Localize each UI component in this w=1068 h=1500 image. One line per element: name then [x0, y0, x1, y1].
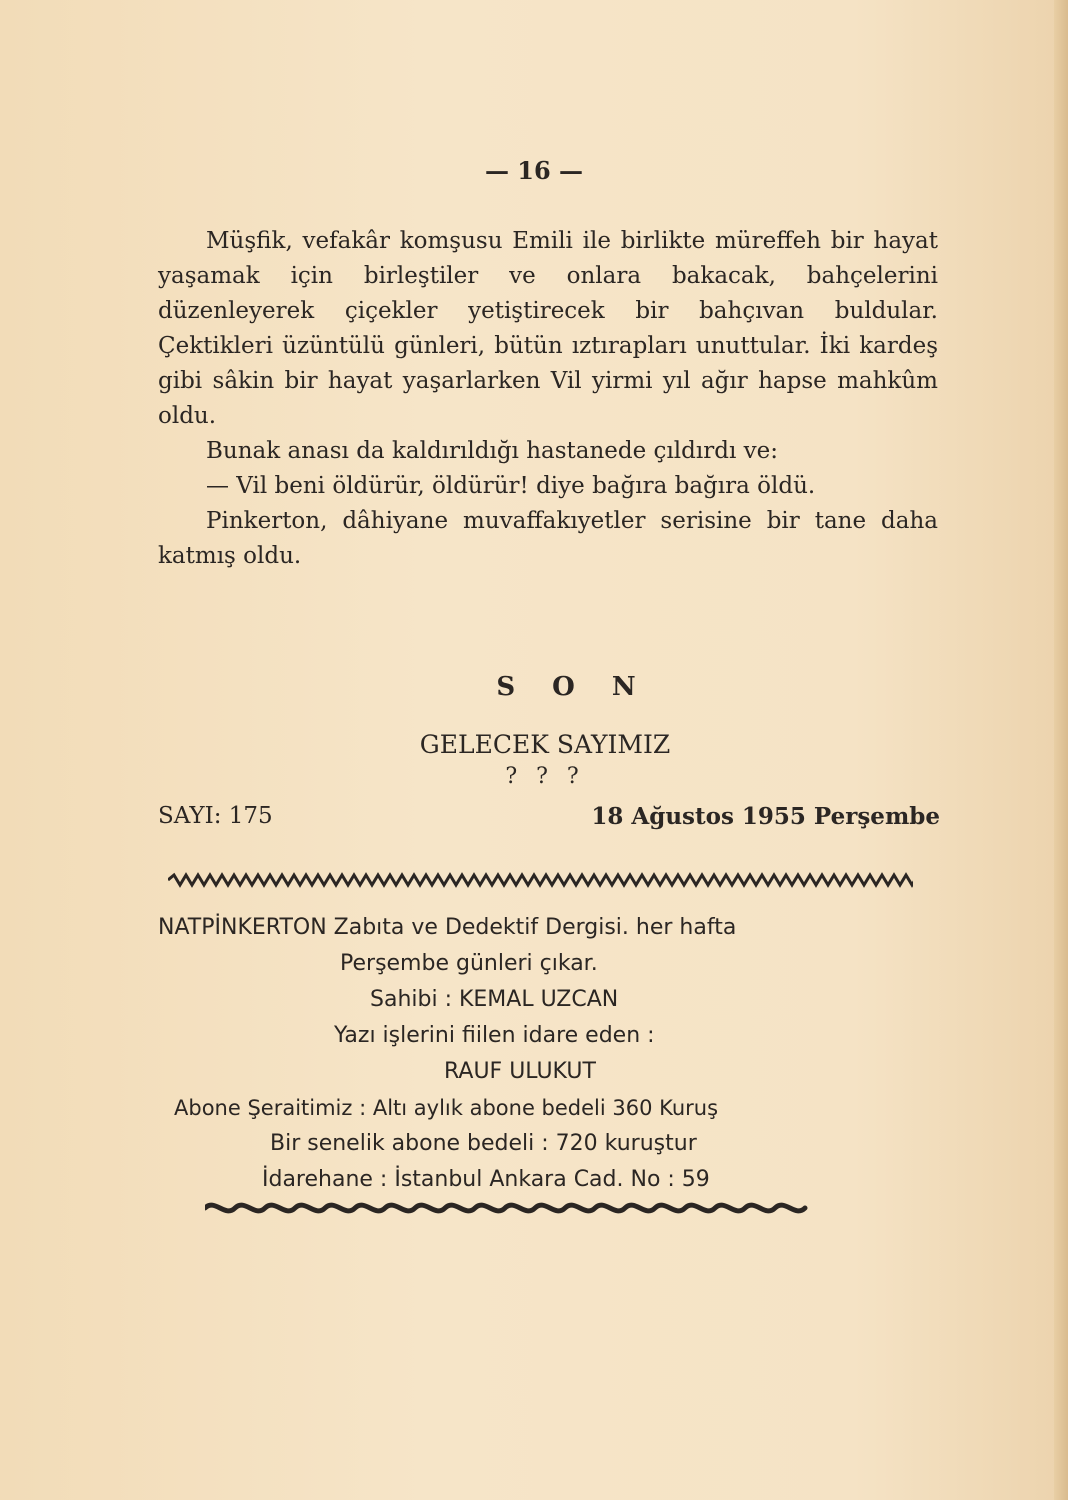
- imprint-block: [158, 910, 948, 1198]
- issue-number: SAYI: 175: [158, 803, 273, 829]
- paragraph: Bunak anası da kaldırıldığı hastanede çıldırdı ve:: [206, 438, 778, 464]
- imprint-line: NATPİNKERTON Zabıta ve Dedektif Dergisi. her hafta: [158, 915, 737, 940]
- paragraph: Müşfik, vefakâr komşusu Emili ile birlikte müreffeh bir hayat yaşamak için birleştiler ve onlara bakacak, bahçelerini düzenleyerek çiçekler yetiştirecek bir bahçıvan buldular. Çektikleri üzüntülü günleri, bütün ıztırapları unuttular. İki kardeş gibi sâkin bir hayat yaşarlarken Vil yirmi yıl ağır hapse mahkûm oldu.: [158, 228, 938, 429]
- next-issue-title: GELECEK SAYIMIZ: [419, 730, 671, 759]
- imprint-line: Bir senelik abone bedeli : 720 kuruştur: [270, 1131, 697, 1156]
- page-number: — 16 —: [484, 156, 584, 185]
- next-issue-marks: ? ? ?: [505, 764, 585, 789]
- imprint-line: Abone Şeraitimiz : Altı aylık abone bedeli 360 Kuruş: [174, 1096, 719, 1120]
- issue-date: 18 Ağustos 1955 Perşembe: [591, 803, 940, 830]
- imprint-line: Perşembe günleri çıkar.: [340, 951, 598, 976]
- imprint-line: İdarehane : İstanbul Ankara Cad. No : 59: [262, 1167, 710, 1192]
- paragraph: Pinkerton, dâhiyane muvaffakıyetler serisine bir tane daha katmış oldu.: [158, 508, 938, 569]
- paragraph: — Vil beni öldürür, öldürür! diye bağıra bağıra öldü.: [206, 473, 816, 499]
- story-text: [158, 224, 938, 574]
- wavy-divider-bottom: [205, 1194, 830, 1218]
- imprint-line: RAUF ULUKUT: [444, 1059, 596, 1084]
- end-mark: S O N: [496, 672, 650, 702]
- wavy-divider-top: [168, 872, 913, 888]
- imprint-line: Yazı işlerini fiilen idare eden :: [334, 1023, 655, 1048]
- imprint-line: Sahibi : KEMAL UZCAN: [370, 987, 619, 1012]
